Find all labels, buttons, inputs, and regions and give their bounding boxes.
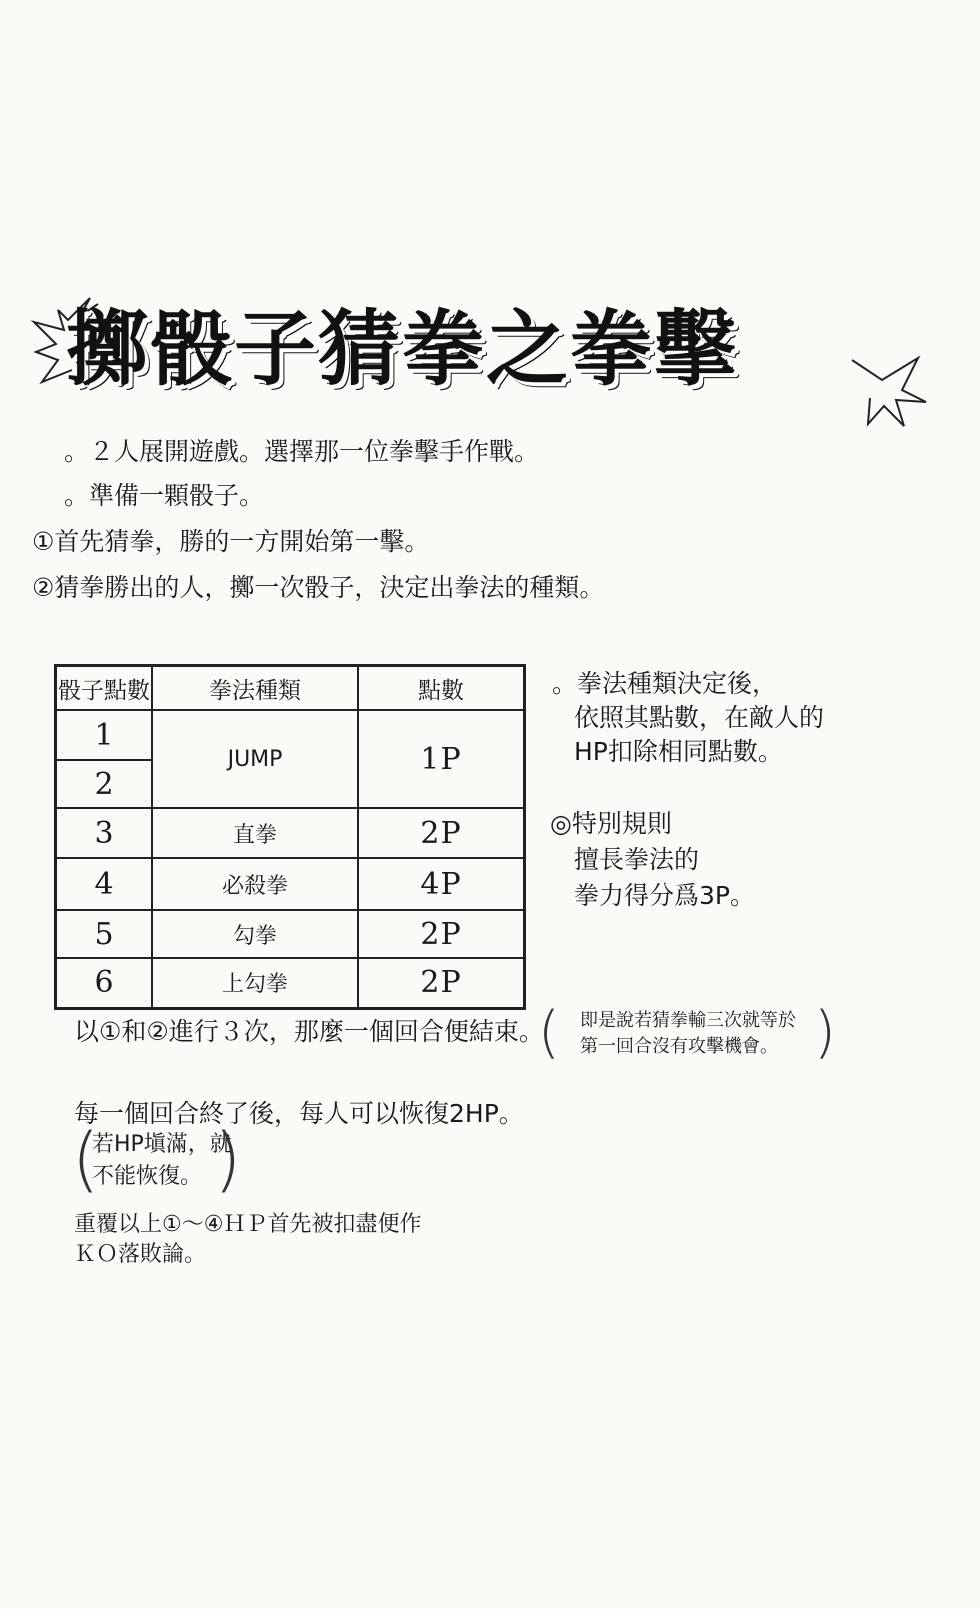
special-rule-line-2: 拳力得分爲3P。 [574,881,755,910]
header-dice: 骰子點數 [56,666,153,711]
recovery-note-close-paren: ) [214,1118,242,1200]
dice-cell: 3 [56,808,153,858]
table-header-row [56,666,525,711]
burst-right-decoration [846,350,930,430]
round-note-close-paren: ) [814,1000,836,1065]
side-note-line-1: 。拳法種類決定後， [552,669,778,698]
side-note-line-3: HP扣除相同點數。 [574,737,783,766]
recovery-note-line-1: 若HP塡滿，就 [92,1132,232,1157]
round-note-open-paren: ( [538,1000,560,1065]
recovery-note-open-paren: ( [72,1118,100,1200]
points-cell: 1P [358,710,525,808]
type-cell: 直拳 [152,808,358,858]
table-row [56,958,525,1008]
side-note-line-2: 依照其點數，在敵人的 [574,703,825,732]
table-row [56,808,525,858]
dice-cell: 4 [56,858,153,910]
type-cell: 必殺拳 [152,858,358,910]
table-row [56,858,525,910]
points-cell: 4P [358,858,525,910]
page-title: 擲骰子猜拳之拳擊 [66,302,739,397]
intro-line-2: 。準備一顆骰子。 [64,481,265,510]
recovery-note-line-2: 不能恢復。 [92,1164,203,1189]
dice-table [54,664,526,1010]
special-rule-line-1: 擅長拳法的 [574,845,700,874]
dice-cell: 5 [56,910,153,958]
dice-cell: 6 [56,958,153,1008]
round-note-line-1: 即是說若猜拳輸三次就等於 [580,1010,796,1031]
header-type: 拳法種類 [152,666,358,711]
type-cell: 勾拳 [152,910,358,958]
intro-line-1: 。２人展開遊戲。選擇那一位拳擊手作戰。 [64,437,540,466]
points-cell: 2P [358,958,525,1008]
ko-rule-line-2: ＫＯ落敗論。 [74,1242,207,1267]
special-rule-heading: ◎特別規則 [550,809,672,838]
points-cell: 2P [358,808,525,858]
dice-cell: 1 [56,710,153,760]
table-row [56,910,525,958]
table-row [56,710,525,760]
header-points: 點數 [358,666,525,711]
dice-cell: 2 [56,760,153,808]
round-rule: 以①和②進行３次，那麼一個回合便結束。 [74,1017,544,1046]
ko-rule-line-1: 重覆以上①～④ＨＰ首先被扣盡便作 [74,1212,422,1237]
type-cell: 上勾拳 [152,958,358,1008]
recovery-rule: 每一個回合終了後，每人可以恢復2HP。 [74,1099,524,1128]
intro-line-3: ①首先猜拳，勝的一方開始第一擊。 [32,527,430,556]
intro-line-4: ②猜拳勝出的人，擲一次骰子，決定出拳法的種類。 [32,573,605,602]
type-cell: JUMP [152,710,358,808]
points-cell: 2P [358,910,525,958]
round-note-line-2: 第一回合沒有攻擊機會。 [580,1036,778,1057]
